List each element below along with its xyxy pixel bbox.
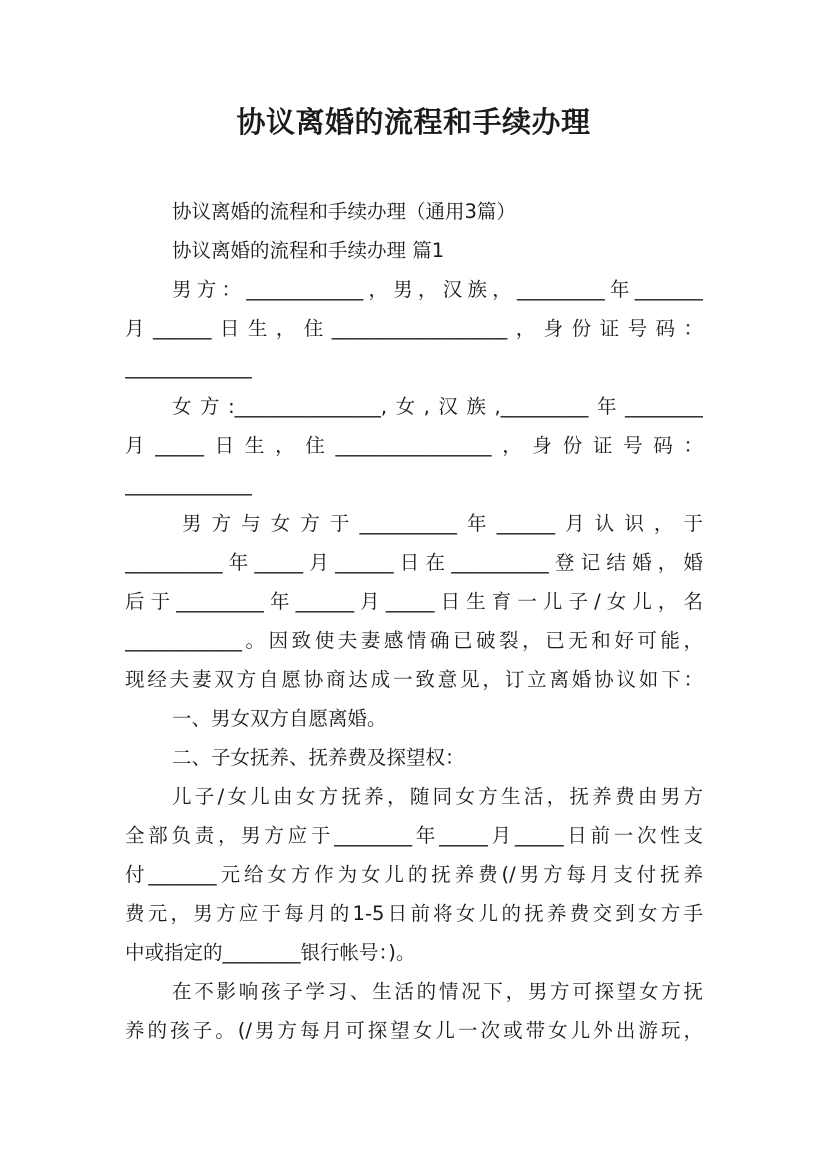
body-line: 费元，男方应于每月的1-5日前将女儿的抚养费交到女方手 [125, 902, 703, 925]
body-line: 中或指定的________银行帐号：)。 [125, 941, 416, 964]
body-line: 现经夫妻双方自愿协商达成一致意见，订立离婚协议如下： [125, 668, 703, 691]
body-line: 女方:_______________,女,汉族,_________年________ [172, 395, 703, 418]
body-line: 付_______元给女方作为女儿的抚养费(/男方每月支付抚养 [125, 863, 703, 886]
body-line: 月_____日生，住________________，身份证号码： [125, 434, 703, 457]
body-line: 在不影响孩子学习、生活的情况下，男方可探望女方抚 [172, 980, 703, 1003]
body-line: _____________ [125, 473, 252, 496]
body-line: 养的孩子。(/男方每月可探望女儿一次或带女儿外出游玩， [125, 1019, 703, 1042]
body-line: 儿子/女儿由女方抚养，随同女方生活，抚养费由男方 [172, 785, 703, 808]
body-line: 全部负责，男方应于________年_____月_____日前一次性支 [125, 824, 703, 847]
body-line: _____________ [125, 356, 252, 379]
body-line: ____________。因致使夫妻感情确已破裂，已无和好可能， [125, 629, 703, 652]
body-line: __________年_____月______日在__________登记结婚，婚 [125, 551, 703, 574]
body-line: 男方：____________，男，汉族，_________年_______ [172, 278, 703, 301]
body-line: 后于_________年______月_____日生育一儿子/女儿，名 [125, 590, 703, 613]
subtitle-line: 协议离婚的流程和手续办理（通用3篇） [172, 200, 516, 223]
clause-heading: 一、男女双方自愿离婚。 [172, 707, 387, 730]
clause-heading: 二、子女抚养、抚养费及探望权： [172, 746, 465, 769]
document-title: 协议离婚的流程和手续办理 [236, 105, 591, 139]
section-heading: 协议离婚的流程和手续办理 篇1 [172, 239, 445, 262]
body-line: 男方与女方于__________年______月认识，于 [182, 512, 703, 535]
body-line: 月______日生，住__________________，身份证号码： [125, 317, 703, 340]
